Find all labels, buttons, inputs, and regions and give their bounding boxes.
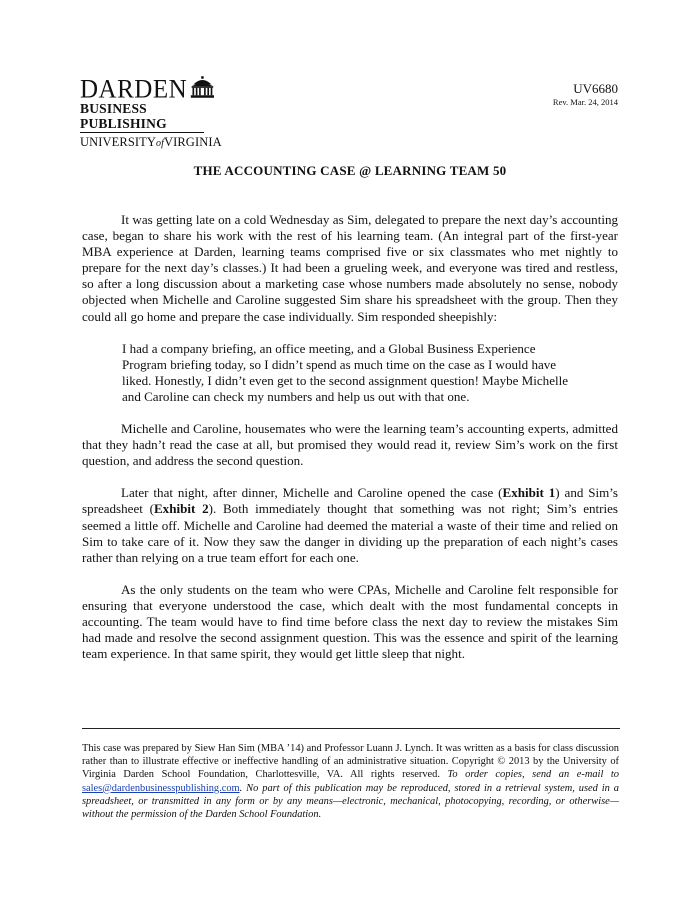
- paragraph-3-part-a: Later that night, after dinner, Michelle and Caroline opened the case (: [121, 485, 503, 501]
- paragraph-3-part-b: ) and Sim’s spreadsheet (: [82, 485, 619, 517]
- darden-logo: [80, 74, 222, 151]
- paragraph-1: It was getting late on a cold Wednesday as Sim, delegated to prepare the next day’s accounting case, began to share his work with the rest of his learning team. (An integral part of the first-year MBA experience at Darden, learning teams comprised five or six classmates who met nightly to prepare for the next day’s classes.) It had been a grueling week, and everyone was tired and restless, so after a long discussion about a marketing case whose numbers made absolutely no sense, nobody objected when Michelle and Caroline suggested Sim share his spreadsheet with the group. Then they could all go home and prepare the case individually. Sim responded sheepishly:: [82, 212, 618, 324]
- logo-university-of: of: [156, 138, 164, 149]
- paragraph-2: Michelle and Caroline, housemates who were the learning team’s accounting experts, admitted that they hadn’t read the case at all, but promised they would read it, review Sim’s work on the first question, and address the second question.: [82, 421, 618, 469]
- sim-quote: I had a company briefing, an office meeting, and a Global Business Experience Program briefing today, so I didn’t spend as much time on the case as I would have liked. Honestly, I didn’t even get to the second assignment question! Maybe Michelle and Caroline can check my numbers and help us out with that one.: [122, 340, 569, 404]
- logo-university-left: UNIVERSITY: [80, 135, 156, 149]
- footnote-rights-text: . No part of this publication may be reproduced, stored in a retrieval system, used in a spreadsheet, or transmitted in any form or by any means—electronic, mechanical, photocopying, recording, or otherwise—without the permission of the Darden School Foundation.: [82, 782, 619, 821]
- sales-email-link[interactable]: sales@dardenbusinesspublishing.com: [82, 782, 240, 794]
- copyright-footnote: [82, 742, 619, 821]
- case-body: [82, 212, 618, 678]
- logo-university-right: VIRGINIA: [163, 135, 222, 149]
- footnote-order-text: To order copies, send an e-mail to: [447, 769, 620, 781]
- exhibit-1-reference: Exhibit 1: [502, 485, 556, 501]
- logo-darden-text: DARDEN: [80, 75, 188, 104]
- logo-university: [80, 135, 222, 151]
- revision-date: Rev. Mar. 24, 2014: [552, 97, 618, 107]
- exhibit-2-reference: Exhibit 2: [153, 501, 209, 517]
- case-number: UV6680: [573, 81, 618, 96]
- logo-business-publishing: BUSINESS PUBLISHING: [80, 101, 204, 133]
- footnote-text: This case was prepared by Siew Han Sim (MBA ’14) and Professor Luann J. Lynch. It was written as a basis for class discussion rather than to illustrate effective or ineffective handling of an administrative situation. Copyright © 2013 by the University of Virginia Darden School Foundation, Charlottesville, VA. All rights reserved.: [82, 743, 619, 781]
- paragraph-4: As the only students on the team who were CPAs, Michelle and Caroline felt responsible for ensuring that everyone understood the case, which dealt with the most fundamental concepts in accounting. The team would have to find time before class the next day to review the mistakes Sim had made and resolve the second assignment question. This was the essence and spirit of the learning team experience. In that same spirit, they would get little sleep that night.: [82, 581, 618, 662]
- rotunda-icon: [190, 74, 215, 100]
- paragraph-3-part-c: ). Both immediately thought that something was not right; Sim’s entries seemed a little off. Michelle and Caroline had deemed the material a waste of their time and relied on Sim to take care of it. Now they saw the danger in dividing up the preparation of each night’s cases rather than relying on a true team effort for each one.: [82, 501, 619, 565]
- paragraph-3: [82, 485, 618, 565]
- case-identifier: [553, 81, 618, 108]
- footnote-divider: [82, 728, 620, 729]
- case-title: THE ACCOUNTING CASE @ LEARNING TEAM 50: [193, 163, 507, 178]
